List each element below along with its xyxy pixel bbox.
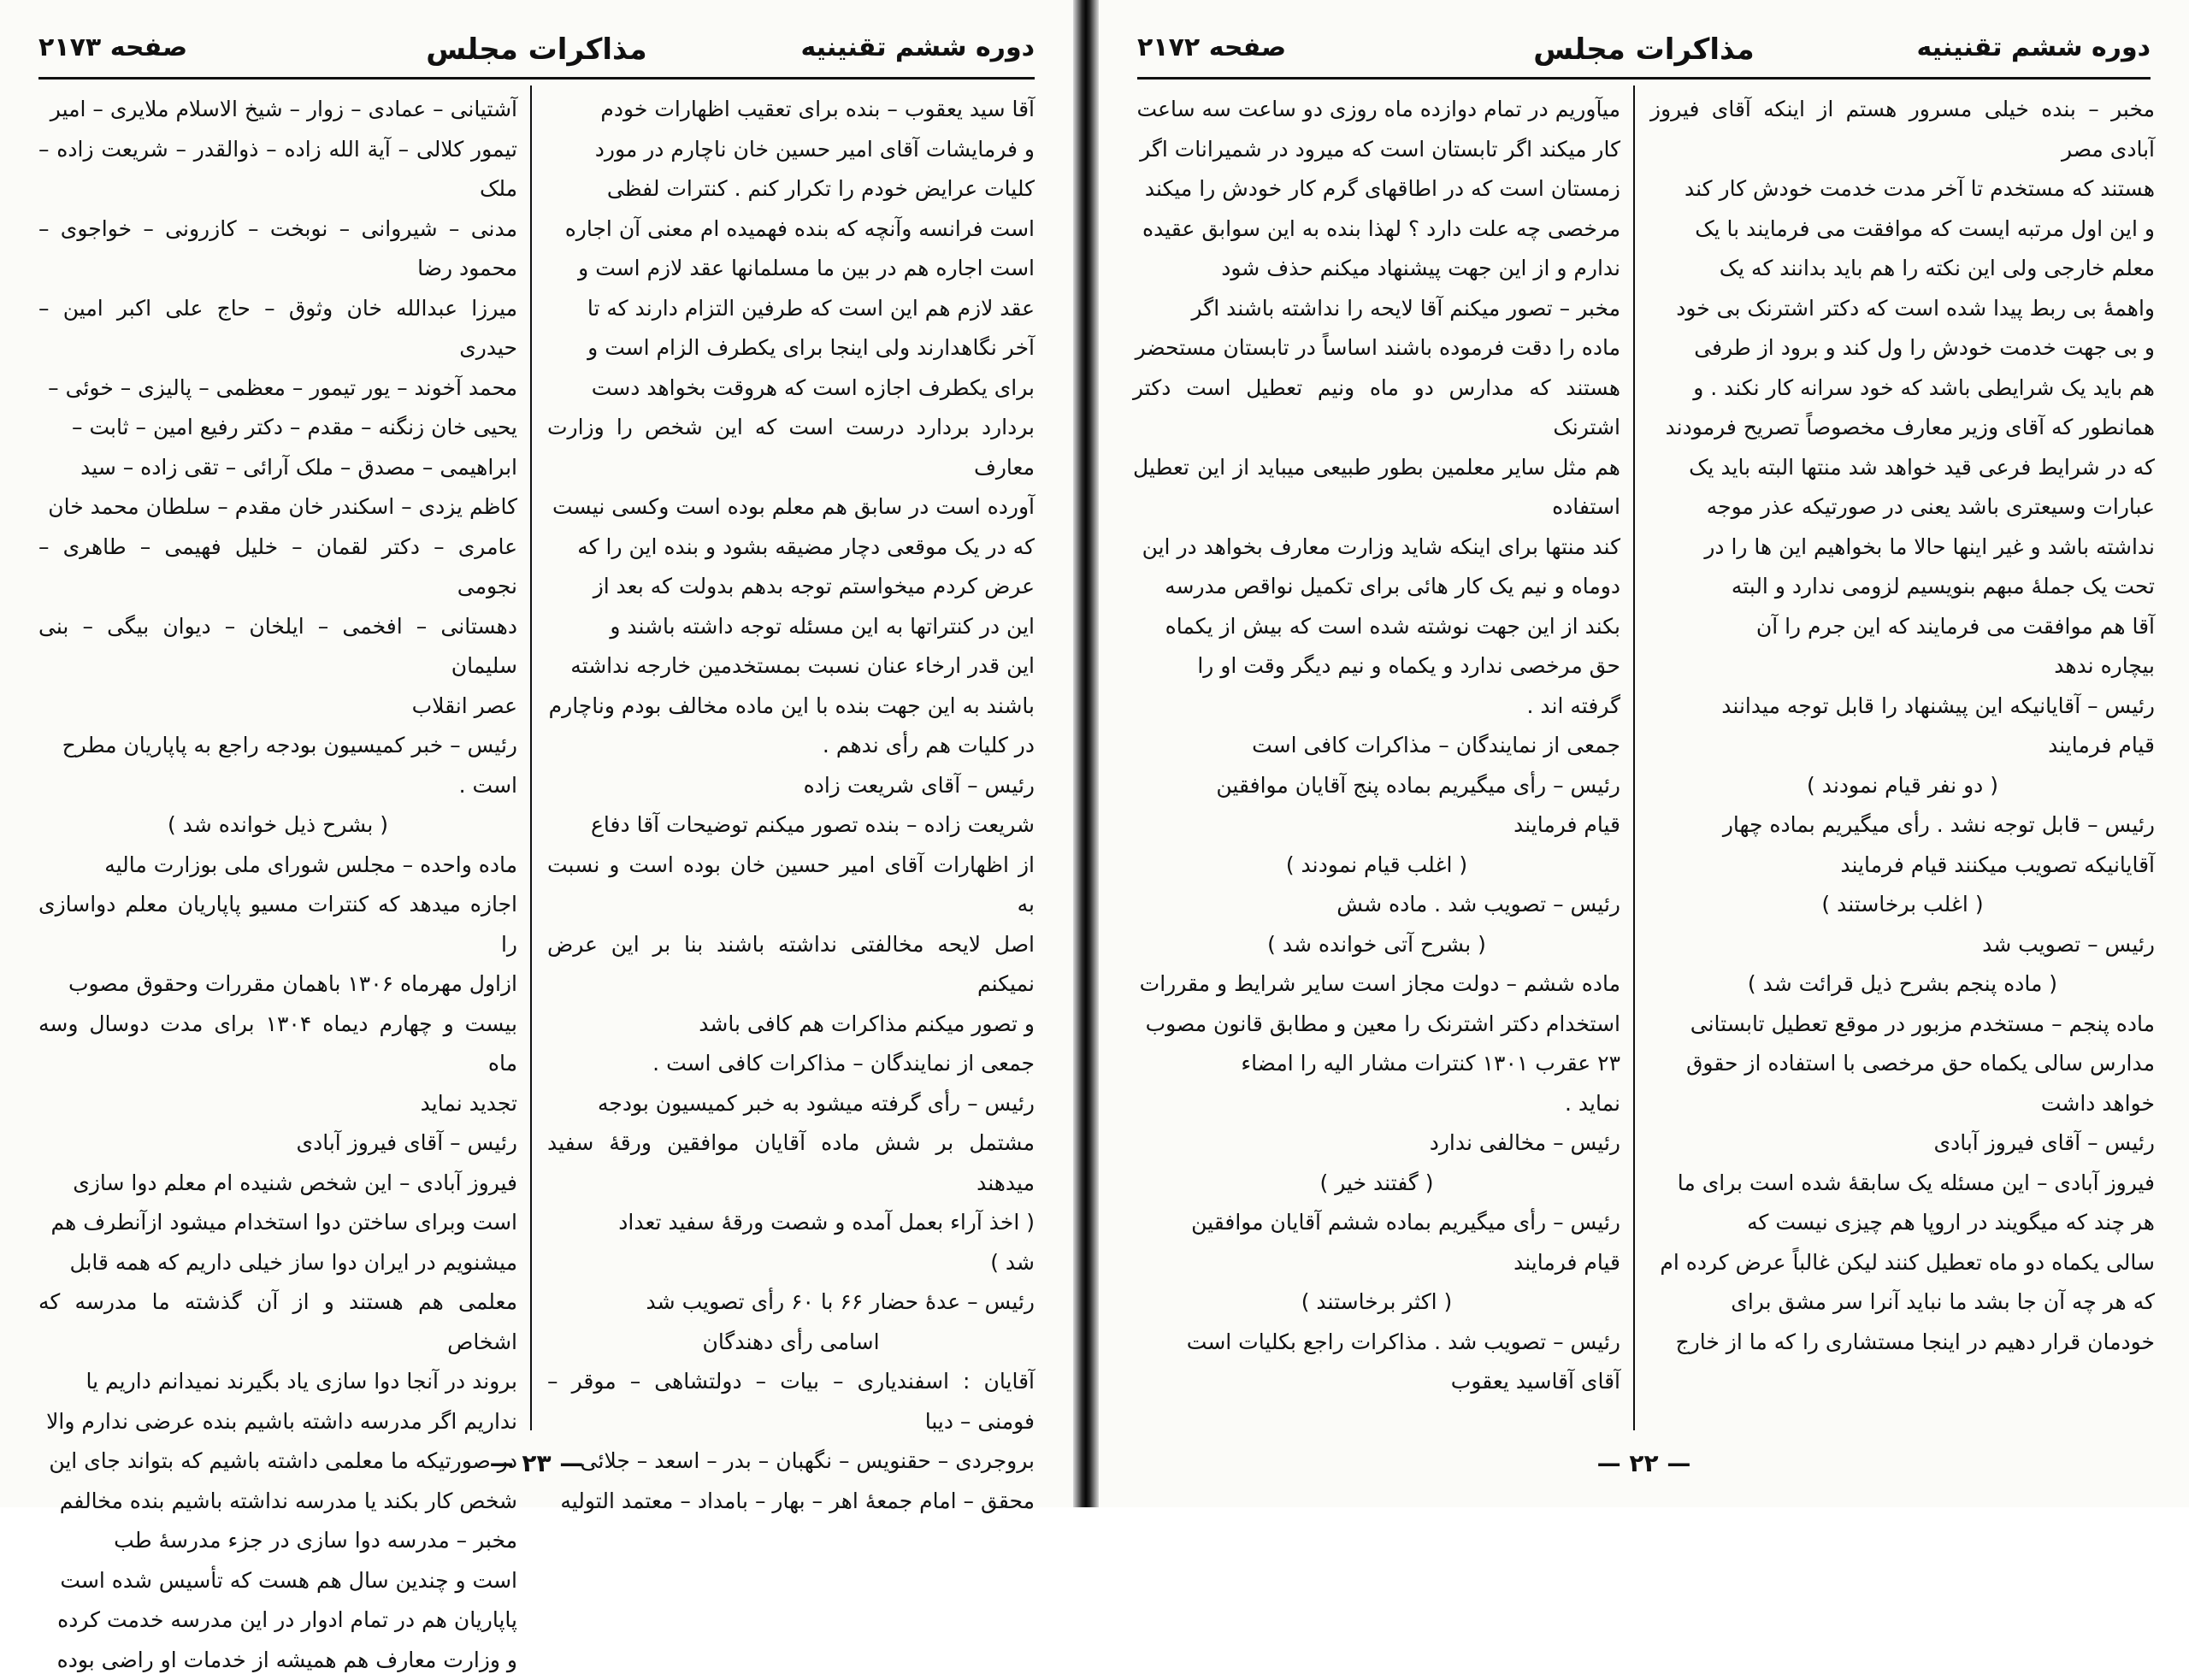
page-number-label: صفحه ۲۱۷۳ xyxy=(38,32,187,62)
text-line: تیمور کلالی – آیة الله زاده – ذوالقدر – شریعت زاده – ملک xyxy=(38,130,517,209)
text-line: همانطور که آقای وزیر معارف مخصوصاً تصریح فرمودند xyxy=(1650,408,2155,448)
text-line: عرض کردم میخواستم توجه بدهم بدولت که بعد از xyxy=(547,567,1035,607)
text-line: نماید . xyxy=(1133,1084,1620,1124)
text-line: خواهد داشت xyxy=(1650,1084,2155,1124)
page-footer-number: — ۲۳ — xyxy=(0,1449,1073,1477)
text-line: رئیس – قابل توجه نشد . رأی میگیریم بماده چهار xyxy=(1650,805,2155,846)
text-column-left xyxy=(1133,90,1620,1422)
text-line: هر چند که میگویند در اروپا هم چیزی نیست که xyxy=(1650,1203,2155,1243)
text-line: اجازه میدهد که کنترات مسیو پاپاریان معلم دواسازی را xyxy=(38,885,517,964)
text-line: رئیس – عدهٔ حضار ۶۶ با ۶۰ رأی تصویب شد xyxy=(547,1282,1035,1323)
text-line: محمد آخوند – یور تیمور – معظمی – پالیزی – خوئی – xyxy=(38,368,517,409)
text-column-right xyxy=(1650,90,2155,1422)
text-line: اسامی رأی دهندگان xyxy=(547,1323,1035,1363)
text-line: تحت یک جملهٔ مبهم بنویسیم لزومی ندارد و البته xyxy=(1650,567,2155,607)
text-line: ( دو نفر قیام نمودند ) xyxy=(1650,766,2155,806)
text-line: کند منتها برای اینکه شاید وزارت معارف بخواهد در این xyxy=(1133,528,1620,568)
page-2173 xyxy=(0,0,1073,1507)
text-line: مرخصی چه علت دارد ؟ لهذا بنده به این سوابق عقیده xyxy=(1133,209,1620,250)
text-line: فیروز آبادی – این مسئله یک سابقهٔ شده است برای ما xyxy=(1650,1164,2155,1204)
text-line: آقای آقاسید یعقوب xyxy=(1133,1362,1620,1402)
text-line: ندارم و از این جهت پیشنهاد میکنم حذف شود xyxy=(1133,249,1620,289)
text-line: و وزارت معارف هم همیشه از خدمات او راضی بوده xyxy=(38,1641,517,1680)
text-line: پاپاریان هم در تمام ادوار در این مدرسه خدمت کرده xyxy=(38,1600,517,1641)
text-line: فیروز آبادی – این شخص شنیده ام معلم دوا سازی xyxy=(38,1164,517,1204)
text-line: رئیس – رأی میگیریم بماده ششم آقایان موافقین xyxy=(1133,1203,1620,1243)
text-line: عبارات وسیعتری باشد یعنی در صورتیکه عذر موجه xyxy=(1650,487,2155,528)
text-line: آورده است در سابق هم معلم بوده است وکسی نیست xyxy=(547,487,1035,528)
text-line: بروجردی – حقنویس – نگهبان – بدر – اسعد – جلائی xyxy=(547,1441,1035,1482)
text-line: باشند به این جهت بنده با این ماده مخالف بودم وناچارم xyxy=(547,687,1035,727)
text-line: آقا هم موافقت می فرمایند که این جرم را آن xyxy=(1650,607,2155,647)
text-line: گرفته اند . xyxy=(1133,687,1620,727)
text-line: جمعی از نمایندگان – مذاکرات کافی است . xyxy=(547,1044,1035,1084)
text-line: ماده را دقت فرموده باشند اساساً در تابستان مستحضر xyxy=(1133,328,1620,368)
text-line: جمعی از نمایندگان – مذاکرات کافی است xyxy=(1133,726,1620,766)
text-line: مخبر – تصور میکنم آقا لایحه را نداشته باشند اگر xyxy=(1133,289,1620,329)
text-line: رئیس – تصویب شد . مذاکرات راجع بکلیات است xyxy=(1133,1323,1620,1363)
text-line: تجدید نماید xyxy=(38,1084,517,1124)
session-label: دوره ششم تقنینیه xyxy=(800,32,1035,62)
text-line: دوماه و نیم یک کار هائی برای تکمیل نواقص مدرسه xyxy=(1133,567,1620,607)
text-line: سالی یکماه دو ماه تعطیل کنند لیکن غالباً عرض کرده ام xyxy=(1650,1243,2155,1283)
text-line: رئیس – مخالفی ندارد xyxy=(1133,1123,1620,1164)
text-line: رئیس – خبر کمیسیون بودجه راجع به پاپاریان مطرح xyxy=(38,726,517,766)
text-line: رئیس – آقای فیروز آبادی xyxy=(38,1123,517,1164)
text-line: واهمهٔ بی ربط پیدا شده است که دکتر اشترنک بی خود xyxy=(1650,289,2155,329)
text-line: رئیس – آقای شریعت زاده xyxy=(547,766,1035,806)
text-line: ( گفتند خیر ) xyxy=(1133,1164,1620,1204)
text-line: در کلیات هم رأی ندهم . xyxy=(547,726,1035,766)
text-line: میرزا عبدالله خان وثوق – حاج علی اکبر امین – حیدری xyxy=(38,289,517,368)
text-column-left xyxy=(38,90,517,1422)
text-line: حق مرخصی ندارد و یکماه و نیم دیگر وقت او را xyxy=(1133,646,1620,687)
text-line: بیست و چهارم دیماه ۱۳۰۴ برای مدت دوسال وسه ماه xyxy=(38,1005,517,1084)
text-line: قیام فرمایند xyxy=(1133,805,1620,846)
journal-title: مذاکرات مجلس xyxy=(1533,32,1754,67)
text-line: استخدام دکتر اشترنک را معین و مطابق قانون مصوب xyxy=(1133,1005,1620,1045)
text-line: آخر نگاهدارند ولی اینجا برای یکطرف الزام است و xyxy=(547,328,1035,368)
text-line: ماده پنجم – مستخدم مزبور در موقع تعطیل تابستانی xyxy=(1650,1005,2155,1045)
text-column-right xyxy=(547,90,1035,1422)
text-line: کلیات عرایض خودم را تکرار کنم . کنترات لفظی xyxy=(547,169,1035,209)
text-line: رئیس – آقای فیروز آبادی xyxy=(1650,1123,2155,1164)
text-line: ازاول مهرماه ۱۳۰۶ باهمان مقررات وحقوق مصوب xyxy=(38,964,517,1005)
text-line: شد ) xyxy=(547,1243,1035,1283)
text-line: محقق – امام جمعهٔ اهر – بهار – بامداد – معتمد التولیه xyxy=(547,1482,1035,1522)
text-line: آقایان : اسفندیاری – بیات – دولتشاهی – موقر – فومنی – دیبا xyxy=(547,1362,1035,1441)
text-line: زمستان است که در اطاقهای گرم کار خودش را میکند xyxy=(1133,169,1620,209)
text-line: هم مثل سایر معلمین بطور طبیعی میباید از این تعطیل استفاده xyxy=(1133,448,1620,528)
text-line: قیام فرمایند xyxy=(1133,1243,1620,1283)
text-line: مشتمل بر شش ماده آقایان موافقین ورقهٔ سفید میدهند xyxy=(547,1123,1035,1203)
text-line: هم باید یک شرایطی باشد که خود سرانه کار نکند . و xyxy=(1650,368,2155,409)
text-line: ( اکثر برخاستند ) xyxy=(1133,1282,1620,1323)
text-line: مخبر – مدرسه دوا سازی در جزء مدرسهٔ طب xyxy=(38,1521,517,1561)
text-line: کار میکند اگر تابستان است که میرود در شمیرانات اگر xyxy=(1133,130,1620,170)
page-footer-number: — ۲۲ — xyxy=(1099,1449,2189,1477)
text-line: معلم خارجی ولی این نکته را هم باید بدانند که یک xyxy=(1650,249,2155,289)
text-line: بردارد بردارد درست است که این شخص را وزارت معارف xyxy=(547,408,1035,487)
text-line: معلمی هم هستند و از آن گذشته ما مدرسه که اشخاص xyxy=(38,1282,517,1362)
text-line: عصر انقلاب xyxy=(38,687,517,727)
text-line: است اجاره هم در بین ما مسلمانها عقد لازم است و xyxy=(547,249,1035,289)
session-label: دوره ششم تقنینیه xyxy=(1916,32,2151,62)
journal-title: مذاکرات مجلس xyxy=(426,32,646,67)
text-line: عقد لازم هم این است که طرفین التزام دارند که تا xyxy=(547,289,1035,329)
text-line: رئیس – تصویب شد xyxy=(1650,925,2155,965)
text-line: این قدر ارخاء عنان نسبت بمستخدمین خارجه نداشته xyxy=(547,646,1035,687)
text-line: این در کنتراتها به این مسئله توجه داشته باشند و xyxy=(547,607,1035,647)
text-line: ۲۳ عقرب ۱۳۰۱ کنترات مشار الیه را امضاء xyxy=(1133,1044,1620,1084)
text-line: دهستانی – افخمی – ایلخان – دیوان بیگی – بنی سلیمان xyxy=(38,607,517,687)
text-line: که در شرایط فرعی قید خواهد شد منتها البته باید یک xyxy=(1650,448,2155,488)
text-line: ( بشرح ذیل خوانده شد ) xyxy=(38,805,517,846)
text-line: اصل لایحه مخالفتی نداشته باشند بنا بر این عرض نمیکنم xyxy=(547,925,1035,1005)
text-line: که هر چه آن جا بشد ما نباید آنرا سر مشق برای xyxy=(1650,1282,2155,1323)
text-line: که در یک موقعی دچار مضیقه بشود و بنده این را که xyxy=(547,528,1035,568)
text-line: هستند که مدارس دو ماه ونیم تعطیل است دکتر اشترنک xyxy=(1133,368,1620,448)
text-line: ( اغلب قیام نمودند ) xyxy=(1133,846,1620,886)
text-line: مدنی – شیروانی – نوبخت – کازرونی – خواجوی – محمود رضا xyxy=(38,209,517,289)
column-divider xyxy=(530,85,532,1430)
text-line: یحیی خان زنگنه – مقدم – دکتر رفیع امین – ثابت – xyxy=(38,408,517,448)
text-line: آشتیانی – عمادی – زوار – شیخ الاسلام ملایری – امیر xyxy=(38,90,517,130)
text-line: است و چندین سال هم هست که تأسیس شده است xyxy=(38,1561,517,1601)
text-line: هستند که مستخدم تا آخر مدت خدمت خودش کار کند xyxy=(1650,169,2155,209)
text-line: و فرمایشات آقای امیر حسین خان ناچارم در مورد xyxy=(547,130,1035,170)
text-line: مخبر – بنده خیلی مسرور هستم از اینکه آقای فیروز آبادی مصر xyxy=(1650,90,2155,169)
text-line: شریعت زاده – بنده تصور میکنم توضیحات آقا دفاع xyxy=(547,805,1035,846)
text-line: آقا سید یعقوب – بنده برای تعقیب اظهارات خودم xyxy=(547,90,1035,130)
text-line: ( ماده پنجم بشرح ذیل قرائت شد ) xyxy=(1650,964,2155,1005)
text-line: ماده واحده – مجلس شورای ملی بوزارت مالیه xyxy=(38,846,517,886)
text-line: ( اخذ آراء بعمل آمده و شصت ورقهٔ سفید تعداد xyxy=(547,1203,1035,1243)
text-line: رئیس – آقایانیکه این پیشنهاد را قابل توجه میدانند xyxy=(1650,687,2155,727)
text-line: از اظهارات آقای امیر حسین خان بوده است و نسبت به xyxy=(547,846,1035,925)
text-line: در صورتیکه ما معلمی داشته باشیم که بتواند جای این xyxy=(38,1441,517,1482)
book-gutter xyxy=(1073,0,1099,1507)
text-line: است وبرای ساختن دوا استخدام میشود ازآنطرف هم xyxy=(38,1203,517,1243)
text-line: میشنویم در ایران دوا ساز خیلی داریم که همه قابل xyxy=(38,1243,517,1283)
text-line: شخص کار بکند یا مدرسه نداشته باشیم بنده مخالفم xyxy=(38,1482,517,1522)
page-number-label: صفحه ۲۱۷۲ xyxy=(1137,32,1286,62)
text-line: رئیس – تصویب شد . ماده شش xyxy=(1133,885,1620,925)
text-line: بروند در آنجا دوا سازی یاد بگیرند نمیدانم داریم یا xyxy=(38,1362,517,1402)
text-line: بیچاره ندهد xyxy=(1650,646,2155,687)
text-line: نداریم اگر مدرسه داشته باشیم بنده عرضی ندارم والا xyxy=(38,1402,517,1442)
text-line: است . xyxy=(38,766,517,806)
text-line: بکند از این جهت نوشته شده است که بیش از یکماه xyxy=(1133,607,1620,647)
text-line: است فرانسه وآنچه که بنده فهمیده ام معنی آن اجاره xyxy=(547,209,1035,250)
text-line: نداشته باشد و غیر اینها حالا ما بخواهیم این ها را در xyxy=(1650,528,2155,568)
text-line: رئیس – رأی گرفته میشود به خبر کمیسیون بودجه xyxy=(547,1084,1035,1124)
text-line: کاظم یزدی – اسکندر خان مقدم – سلطان محمد خان xyxy=(38,487,517,528)
text-line: ( بشرح آتی خوانده شد ) xyxy=(1133,925,1620,965)
column-divider xyxy=(1633,85,1635,1430)
page-header xyxy=(38,26,1035,80)
text-line: عامری – دکتر لقمان – خلیل فهیمی – طاهری – نجومی xyxy=(38,528,517,607)
text-line: خودمان قرار دهیم در اینجا مستشاری را که ما از خارج xyxy=(1650,1323,2155,1363)
text-line: و تصور میکنم مذاکرات هم کافی باشد xyxy=(547,1005,1035,1045)
text-line: مدارس سالی یکماه حق مرخصی با استفاده از حقوق xyxy=(1650,1044,2155,1084)
text-line: رئیس – رأی میگیریم بماده پنج آقایان موافقین xyxy=(1133,766,1620,806)
text-line: ( اغلب برخاستند ) xyxy=(1650,885,2155,925)
text-line: و این اول مرتبه ایست که موافقت می فرمایند با یک xyxy=(1650,209,2155,250)
text-line: آقایانیکه تصویب میکنند قیام فرمایند xyxy=(1650,846,2155,886)
text-line: قیام فرمایند xyxy=(1650,726,2155,766)
text-line: و بی جهت خدمت خودش را ول کند و برود از طرفی xyxy=(1650,328,2155,368)
text-line: ابراهیمی – مصدق – ملک آرائی – تقی زاده – سید xyxy=(38,448,517,488)
text-line: برای یکطرف اجازه است که هروقت بخواهد دست xyxy=(547,368,1035,409)
text-line: میآوریم در تمام دوازده ماه روزی دو ساعت سه ساعت xyxy=(1133,90,1620,130)
page-2172 xyxy=(1099,0,2189,1507)
page-header xyxy=(1137,26,2151,80)
text-line: ماده ششم – دولت مجاز است سایر شرایط و مقررات xyxy=(1133,964,1620,1005)
